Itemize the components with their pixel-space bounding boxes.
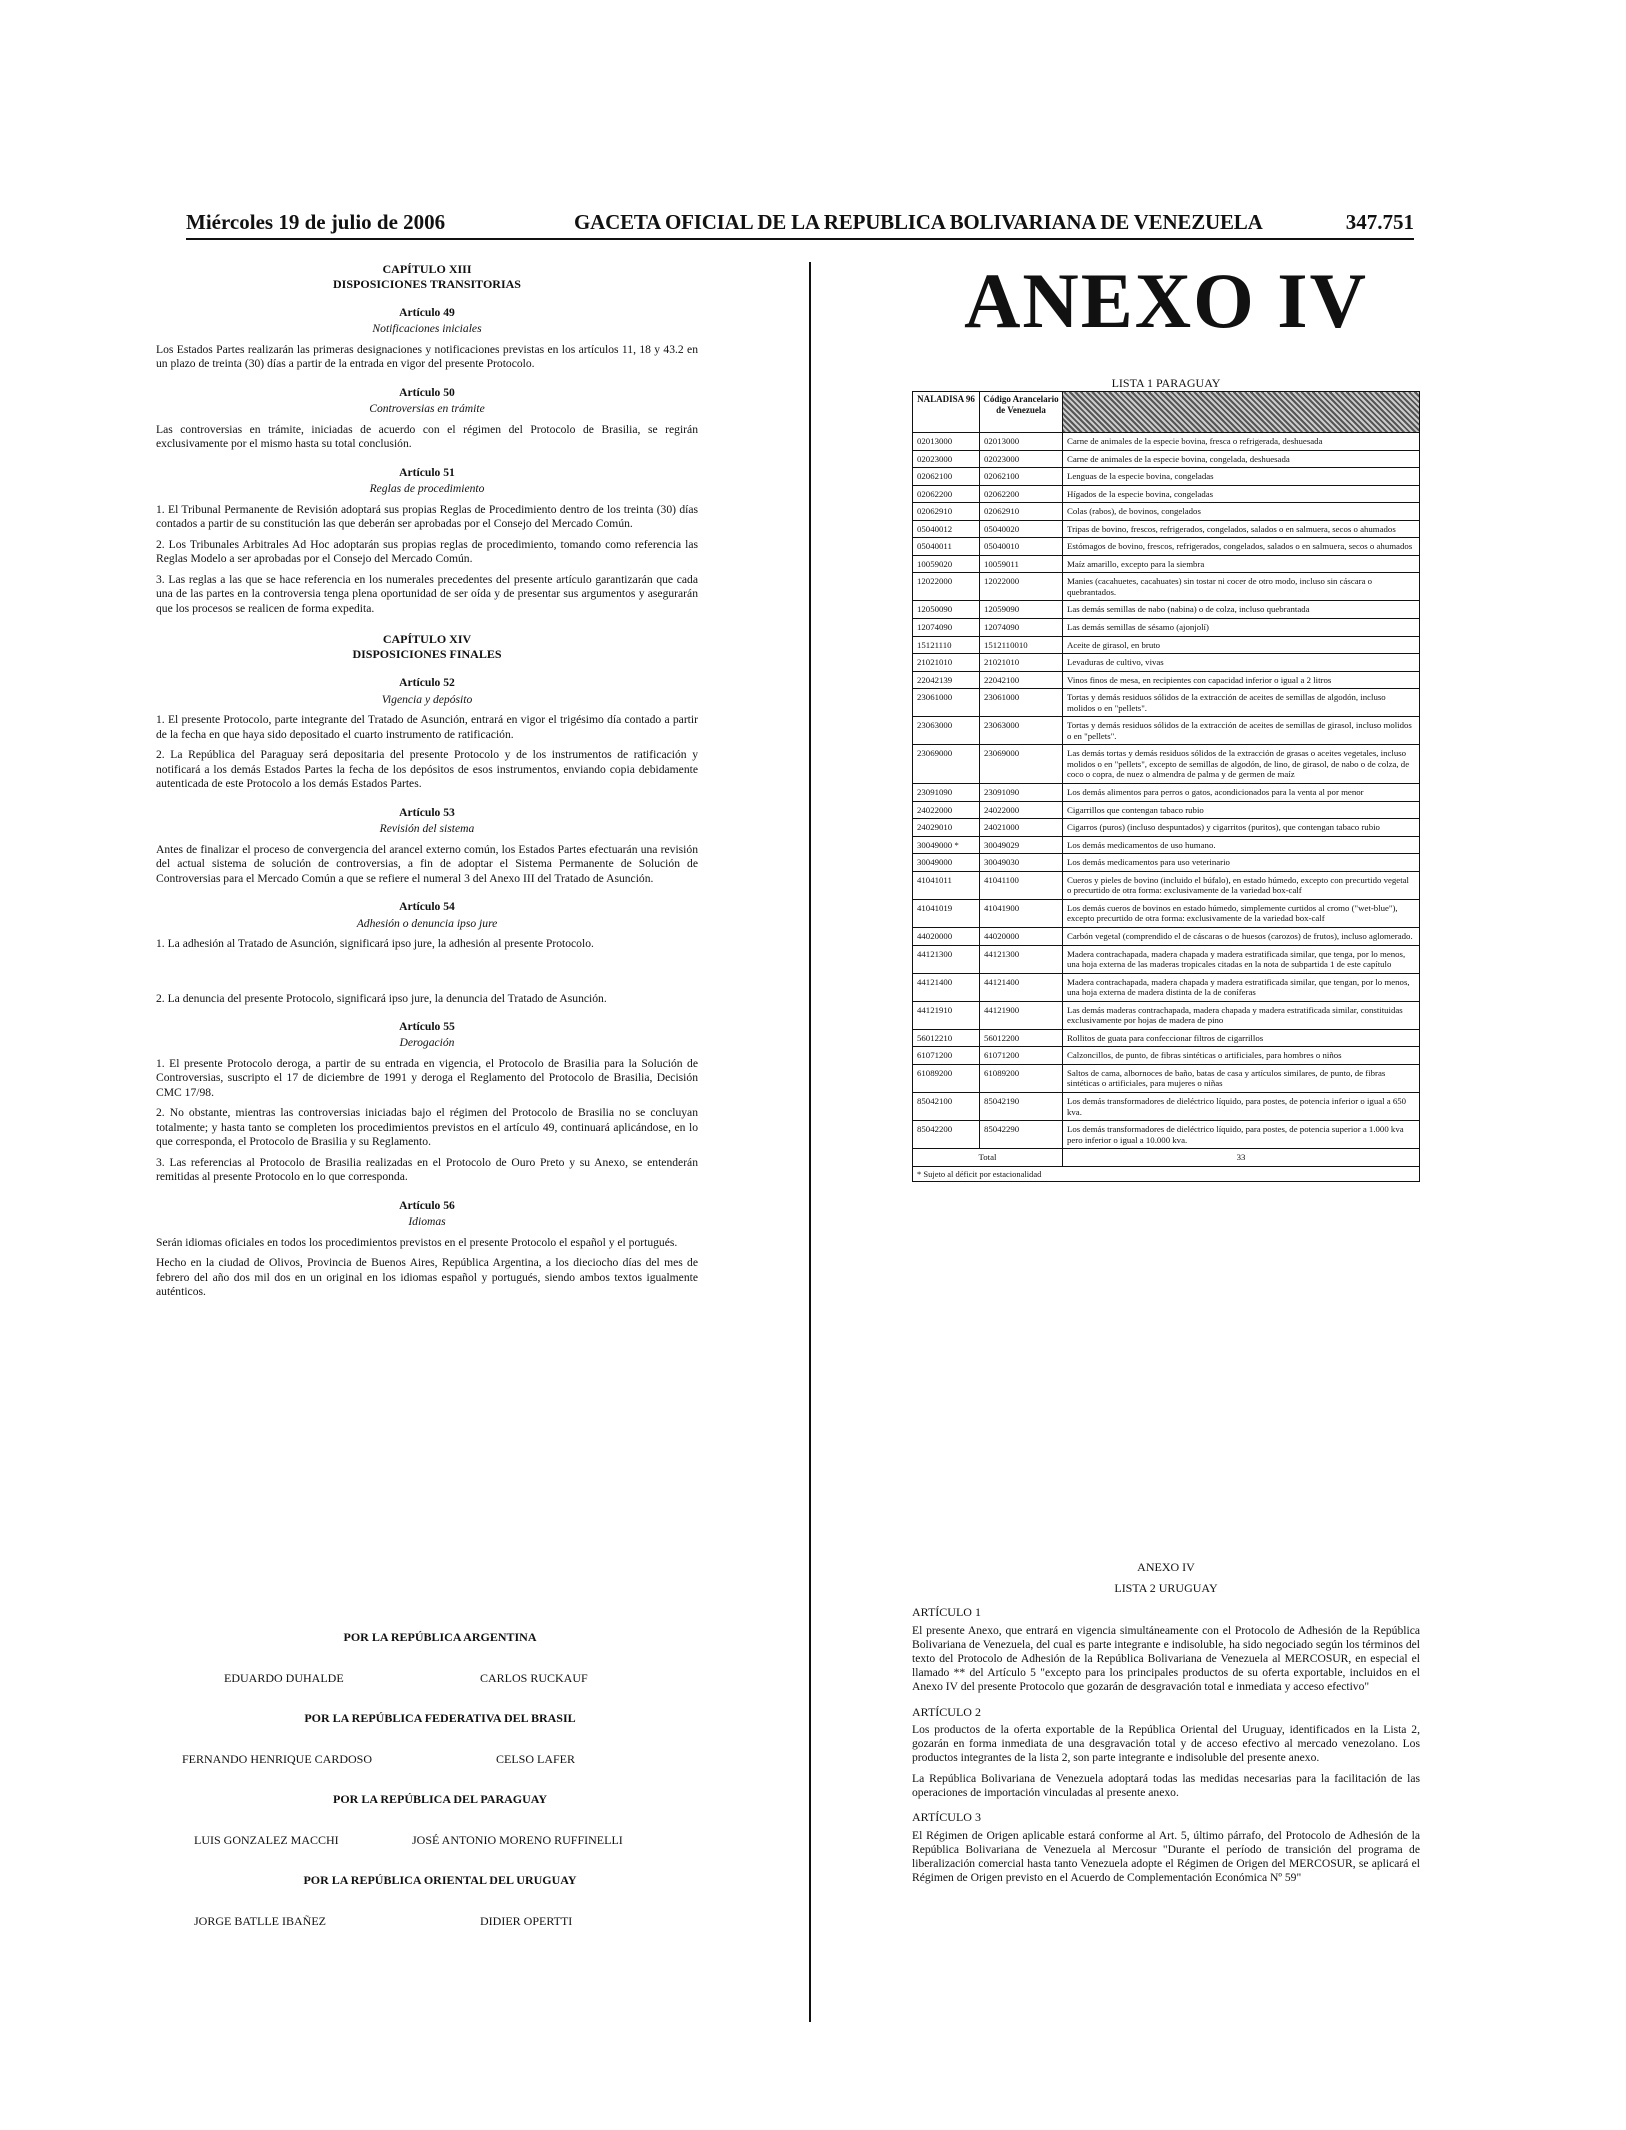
article-56-text-2: Hecho en la ciudad de Olivos, Provincia de Buenos Aires, República Argentina, a los dieciocho días del mes de febrero del año dos mil dos en un original en los idiomas español y portugués, siendo ambos textos igualmente auténticos. xyxy=(156,1256,698,1299)
table-row xyxy=(913,485,1420,503)
product-description: Hígados de la especie bovina, congeladas xyxy=(1063,485,1420,503)
article-50-title: Artículo 50 xyxy=(399,385,455,399)
col-header-codigo: Código Arancelario de Venezuela xyxy=(980,392,1063,433)
venezuela-code: 56012200 xyxy=(980,1029,1063,1047)
naladisa-code: 44020000 xyxy=(913,927,980,945)
product-description: Cigarrillos que contengan tabaco rubio xyxy=(1063,801,1420,819)
signature-block xyxy=(150,1630,710,1932)
article-54-subtitle: Adhesión o denuncia ipso jure xyxy=(356,916,498,930)
article-49-title: Artículo 49 xyxy=(399,306,455,319)
venezuela-code: 44121400 xyxy=(980,973,1063,1001)
article-55-text-1: 1. El presente Protocolo deroga, a partir de su entrada en vigencia, el Protocolo de Brasilia para la Solución de Controversias, suscripto el 17 de diciembre de 1991 y deroga el Reglamento del Protocolo de Brasilia, Decisión CMC 17/98. xyxy=(156,1056,698,1099)
table-footnote: * Sujeto al déficit por estacionalidad xyxy=(912,1167,1420,1182)
table-row xyxy=(913,619,1420,637)
col-header-naladisa: NALADISA 96 xyxy=(913,392,980,433)
article-54-text-1: 1. La adhesión al Tratado de Asunción, significará ipso jure, la adhesión al presente Protocolo. xyxy=(156,937,594,951)
venezuela-code: 85042290 xyxy=(980,1121,1063,1149)
product-description: Tortas y demás residuos sólidos de la extracción de aceites de semillas de girasol, incluso molidos o en "pellets". xyxy=(1063,717,1420,745)
product-description: Cigarros (puros) (incluso despuntados) y cigarritos (puritos), que contengan tabaco rubio xyxy=(1063,819,1420,837)
product-description: Carne de animales de la especie bovina, congelada, deshuesada xyxy=(1063,450,1420,468)
article-52-title: Artículo 52 xyxy=(399,676,455,690)
product-description: Aceite de girasol, en bruto xyxy=(1063,636,1420,654)
chapter-14-subtitle: DISPOSICIONES FINALES xyxy=(352,647,502,662)
header-rule xyxy=(186,238,1414,240)
venezuela-code: 10059011 xyxy=(980,555,1063,573)
header-page-number: 347.751 xyxy=(1345,210,1414,234)
venezuela-code: 05040020 xyxy=(980,520,1063,538)
product-description: Los demás cueros de bovinos en estado húmedo, simplemente curtidos al cromo ("wet-blue"), excepto precurtido de otra forma: exclusivamente de la variedad box-calf xyxy=(1063,899,1420,927)
table-row xyxy=(913,1121,1420,1149)
naladisa-code: 85042200 xyxy=(913,1121,980,1149)
table-row xyxy=(913,520,1420,538)
product-description: Los demás medicamentos para uso veterinario xyxy=(1063,854,1420,872)
naladisa-code: 23063000 xyxy=(913,717,980,745)
table-body xyxy=(913,433,1420,1149)
product-description: Colas (rabos), de bovinos, congelados xyxy=(1063,503,1420,521)
venezuela-code: 41041900 xyxy=(980,899,1063,927)
product-description: Las demás semillas de sésamo (ajonjolí) xyxy=(1063,619,1420,637)
article-53-subtitle: Revisión del sistema xyxy=(379,822,475,836)
product-description: Los demás transformadores de dieléctrico líquido, para postes, de potencia superior a 1.000 kva pero inferior o igual a 10.000 kva. xyxy=(1063,1121,1420,1149)
venezuela-code: 12059090 xyxy=(980,601,1063,619)
naladisa-code: 02023000 xyxy=(913,450,980,468)
article-56-text-1: Serán idiomas oficiales en todos los procedimientos previstos en el presente Protocolo el español y el portugués. xyxy=(156,1235,678,1249)
article-50-subtitle: Controversias en trámite xyxy=(369,402,485,416)
anexo-2-subtitle: LISTA 2 URUGUAY xyxy=(1114,1580,1218,1595)
naladisa-code: 12050090 xyxy=(913,601,980,619)
table-row xyxy=(913,689,1420,717)
article-49-subtitle: Notificaciones iniciales xyxy=(372,322,482,336)
table-row xyxy=(913,871,1420,899)
venezuela-code: 23061000 xyxy=(980,689,1063,717)
article-56-title: Artículo 56 xyxy=(399,1198,455,1212)
table-row xyxy=(913,1001,1420,1029)
signature-group-uruguay: POR LA REPÚBLICA ORIENTAL DEL URUGUAY xyxy=(303,1873,577,1887)
article-54-text-2: 2. La denuncia del presente Protocolo, significará ipso jure, la denuncia del Tratado de Asunción. xyxy=(156,991,607,1005)
anexo-article-2-head: ARTÍCULO 2 xyxy=(912,1704,981,1719)
article-53-title: Artículo 53 xyxy=(399,805,455,819)
table-row xyxy=(913,1064,1420,1092)
anexo-article-1-text: El presente Anexo, que entrará en vigencia simultáneamente con el Protocolo de Adhesión de la República Bolivariana de Venezuela, del cual es parte integrante e indisoluble, ha sido negociado según los términos del texto del Protocolo de Adhesión de la República Bolivariana de Venezuela al MERCOSUR, en especial el llamado ** del Artículo 5 "excepto para los principales productos de su oferta exportable, incluidos en el Anexo IV del presente Protocolo que gozarán de desgravación total e inmediata y acceso efectivo" xyxy=(912,1623,1420,1694)
table-total-row xyxy=(913,1149,1420,1167)
naladisa-code: 56012210 xyxy=(913,1029,980,1047)
product-description: Rollitos de guata para confeccionar filtros de cigarrillos xyxy=(1063,1029,1420,1047)
naladisa-code: 24022000 xyxy=(913,801,980,819)
naladisa-code: 41041011 xyxy=(913,871,980,899)
chapter-13-subtitle: DISPOSICIONES TRANSITORIAS xyxy=(333,277,521,291)
naladisa-code: 23091090 xyxy=(913,784,980,802)
table-row xyxy=(913,717,1420,745)
venezuela-code: 22042100 xyxy=(980,671,1063,689)
table-row xyxy=(913,654,1420,672)
table-row xyxy=(913,671,1420,689)
signature-group-argentina: POR LA REPÚBLICA ARGENTINA xyxy=(343,1630,537,1644)
venezuela-code: 02062910 xyxy=(980,503,1063,521)
product-description: Manies (cacahuetes, cacahuates) sin tostar ni cocer de otro modo, incluso sin cáscara o quebrantados. xyxy=(1063,573,1420,601)
page-header xyxy=(186,206,1414,240)
venezuela-code: 30049029 xyxy=(980,836,1063,854)
article-49-text: Los Estados Partes realizarán las primeras designaciones y notificaciones previstas en los artículos 11, 18 y 43.2 en un plazo de treinta (30) días a partir de la entrada en vigor del presente Protocolo. xyxy=(156,342,698,371)
table-row xyxy=(913,784,1420,802)
anexo-article-1-head: ARTÍCULO 1 xyxy=(912,1605,981,1620)
product-description: Madera contrachapada, madera chapada y madera estratificada similar, que tengan, por lo menos, una hoja externa de madera distinta de la de coníferas xyxy=(1063,973,1420,1001)
venezuela-code: 44020000 xyxy=(980,927,1063,945)
signatory-name: CARLOS RUCKAUF xyxy=(480,1671,588,1685)
signatory-name: JORGE BATLLE IBAÑEZ xyxy=(194,1914,326,1928)
product-description: Vinos finos de mesa, en recipientes con capacidad inferior o igual a 2 litros xyxy=(1063,671,1420,689)
article-51-title: Artículo 51 xyxy=(399,465,455,479)
venezuela-code: 02013000 xyxy=(980,433,1063,451)
article-52-subtitle: Vigencia y depósito xyxy=(381,692,473,706)
article-53-text: Antes de finalizar el proceso de convergencia del arancel externo común, los Estados Partes efectuarán una revisión del actual sistema de solución de controversias, a fin de adoptar el Sistema Permanente de Solución de Controversias para el Mercado Común a que se refiere el numeral 3 del Anexo III del Tratado de Asunción. xyxy=(156,842,698,885)
venezuela-code: 23069000 xyxy=(980,745,1063,784)
product-description: Las demás semillas de nabo (nabina) o de colza, incluso quebrantada xyxy=(1063,601,1420,619)
lista-1-table xyxy=(912,391,1420,1167)
table-row xyxy=(913,636,1420,654)
naladisa-code: 85042100 xyxy=(913,1092,980,1120)
table-row xyxy=(913,433,1420,451)
signatory-name: DIDIER OPERTTI xyxy=(480,1914,573,1928)
lista-1-title: LISTA 1 PARAGUAY xyxy=(1111,376,1221,390)
anexo-article-3-head: ARTÍCULO 3 xyxy=(912,1809,981,1824)
table-row xyxy=(913,819,1420,837)
left-column xyxy=(156,262,698,1306)
product-description: Tripas de bovino, frescos, refrigerados, congelados, salados o en salmuera, secos o ahumados xyxy=(1063,520,1420,538)
signature-group-brasil: POR LA REPÚBLICA FEDERATIVA DEL BRASIL xyxy=(304,1711,576,1725)
naladisa-code: 41041019 xyxy=(913,899,980,927)
product-description: Los demás medicamentos de uso humano. xyxy=(1063,836,1420,854)
col-header-description-redacted xyxy=(1063,392,1420,433)
naladisa-code: 21021010 xyxy=(913,654,980,672)
naladisa-code: 30049000 xyxy=(913,854,980,872)
signatory-name: CELSO LAFER xyxy=(496,1752,576,1766)
venezuela-code: 02023000 xyxy=(980,450,1063,468)
venezuela-code: 12022000 xyxy=(980,573,1063,601)
article-52-text-1: 1. El presente Protocolo, parte integrante del Tratado de Asunción, entrará en vigor el trigésimo día contado a partir de la fecha en que haya sido depositado el cuarto instrumento de ratificación. xyxy=(156,713,698,741)
total-value: 33 xyxy=(1063,1149,1420,1167)
venezuela-code: 61071200 xyxy=(980,1047,1063,1065)
naladisa-code: 05040011 xyxy=(913,538,980,556)
product-description: Las demás maderas contrachapada, madera chapada y madera estratificada similar, constituidas exclusivamente por hojas de madera de pino xyxy=(1063,1001,1420,1029)
naladisa-code: 44121400 xyxy=(913,973,980,1001)
product-description: Saltos de cama, albornoces de baño, batas de casa y artículos similares, de punto, de fibras sintéticas o artificiales, para mujeres o niñas xyxy=(1063,1064,1420,1092)
table-row xyxy=(913,468,1420,486)
table-row xyxy=(913,503,1420,521)
article-56-subtitle: Idiomas xyxy=(408,1215,446,1229)
venezuela-code: 24021000 xyxy=(980,819,1063,837)
naladisa-code: 23061000 xyxy=(913,689,980,717)
signatory-name: JOSÉ ANTONIO MORENO RUFFINELLI xyxy=(412,1833,623,1847)
anexo-2-title: ANEXO IV xyxy=(1137,1560,1195,1574)
article-55-text-3: 3. Las referencias al Protocolo de Brasilia realizadas en el Protocolo de Ouro Preto y su Anexo, se entenderán remitidas al presente Protocolo en lo que corresponda. xyxy=(156,1155,698,1184)
table-row xyxy=(913,745,1420,784)
venezuela-code: 02062100 xyxy=(980,468,1063,486)
table-row xyxy=(913,854,1420,872)
venezuela-code: 44121900 xyxy=(980,1001,1063,1029)
venezuela-code: 24022000 xyxy=(980,801,1063,819)
article-55-title: Artículo 55 xyxy=(399,1019,455,1033)
signatory-name: FERNANDO HENRIQUE CARDOSO xyxy=(182,1752,373,1766)
total-label: Total xyxy=(913,1149,1063,1167)
article-55-text-2: 2. No obstante, mientras las controversias iniciadas bajo el régimen del Protocolo de Brasilia no se concluyan totalmente; y hasta tanto se completen los procedimientos previstos en el artículo 49, continuará aplicándose, en lo que corresponda, el Protocolo de Brasilia y su Reglamento. xyxy=(156,1106,698,1149)
product-description: Tortas y demás residuos sólidos de la extracción de aceites de semillas de algodón, incluso molidos o en "pellets". xyxy=(1063,689,1420,717)
article-55-subtitle: Derogación xyxy=(399,1036,455,1050)
article-54-title: Artículo 54 xyxy=(399,900,455,914)
naladisa-code: 02062100 xyxy=(913,468,980,486)
article-51-subtitle: Reglas de procedimiento xyxy=(369,482,485,496)
venezuela-code: 02062200 xyxy=(980,485,1063,503)
venezuela-code: 05040010 xyxy=(980,538,1063,556)
naladisa-code: 15121110 xyxy=(913,636,980,654)
table-row xyxy=(913,927,1420,945)
naladisa-code: 22042139 xyxy=(913,671,980,689)
product-description: Calzoncillos, de punto, de fibras sintéticas o artificiales, para hombres o niños xyxy=(1063,1047,1420,1065)
table-row xyxy=(913,836,1420,854)
venezuela-code: 44121300 xyxy=(980,945,1063,973)
signature-group-paraguay: POR LA REPÚBLICA DEL PARAGUAY xyxy=(332,1792,548,1806)
naladisa-code: 02062910 xyxy=(913,503,980,521)
product-description: Levaduras de cultivo, vivas xyxy=(1063,654,1420,672)
table-row xyxy=(913,555,1420,573)
naladisa-code: 10059020 xyxy=(913,555,980,573)
signatory-name: EDUARDO DUHALDE xyxy=(224,1671,344,1685)
table-row xyxy=(913,1092,1420,1120)
product-description: Cueros y pieles de bovino (incluido el búfalo), en estado húmedo, excepto con precurtido vegetal o precurtido de otra forma: exclusivamente de la variedad box-calf xyxy=(1063,871,1420,899)
venezuela-code: 21021010 xyxy=(980,654,1063,672)
product-description: Madera contrachapada, madera chapada y madera estratificada similar, que tenga, por lo menos, una hoja externa de las maderas tropicales citadas en la nota de subpartida 1 de este capítulo xyxy=(1063,945,1420,973)
chapter-13-title: CAPÍTULO XIII xyxy=(382,262,472,276)
naladisa-code: 24029010 xyxy=(913,819,980,837)
right-column xyxy=(912,257,1420,1182)
naladisa-code: 05040012 xyxy=(913,520,980,538)
table-row xyxy=(913,1047,1420,1065)
venezuela-code: 41041100 xyxy=(980,871,1063,899)
product-description: Los demás alimentos para perros o gatos, acondicionados para la venta al por menor xyxy=(1063,784,1420,802)
article-51-text-3: 3. Las reglas a las que se hace referencia en los numerales precedentes del presente artículo garantizarán que cada una de las partes en la controversia tenga plena oportunidad de ser oída y de presentar sus argumentos y asegurarán que los procesos se realicen de forma expedita. xyxy=(156,572,698,615)
naladisa-code: 30049000 * xyxy=(913,836,980,854)
naladisa-code: 44121300 xyxy=(913,945,980,973)
product-description: Carbón vegetal (comprendido el de cáscaras o de huesos (carozos) de frutos), incluso aglomerado. xyxy=(1063,927,1420,945)
product-description: Las demás tortas y demás residuos sólidos de la extracción de grasas o aceites vegetales, incluso molidos o en "pellets", excepto de semillas de algodón, de lino, de girasol, de nabo o de colza, de coco o copra, de nuez o almendra de palma y de germen de maíz xyxy=(1063,745,1420,784)
product-description: Carne de animales de la especie bovina, fresca o refrigerada, deshuesada xyxy=(1063,433,1420,451)
column-divider xyxy=(809,262,811,2022)
table-row xyxy=(913,945,1420,973)
table-row xyxy=(913,899,1420,927)
naladisa-code: 61089200 xyxy=(913,1064,980,1092)
naladisa-code: 02013000 xyxy=(913,433,980,451)
naladisa-code: 23069000 xyxy=(913,745,980,784)
anexo-iv-heading: ANEXO IV xyxy=(964,257,1368,344)
table-row xyxy=(913,601,1420,619)
table-row xyxy=(913,573,1420,601)
anexo-article-3-text: El Régimen de Origen aplicable estará conforme al Art. 5, último párrafo, del Protocolo de Adhesión de la República Bolivariana de Venezuela al Mercosur "Durante el período de transición del programa de liberalización comercial hasta tanto Venezuela adopte el Régimen de Origen del MERCOSUR, se aplicará el Régimen de Origen previsto en el Acuerdo de Complementación Económica Nº 59" xyxy=(912,1828,1420,1884)
table-row xyxy=(913,973,1420,1001)
article-52-text-2: 2. La República del Paraguay será depositaria del presente Protocolo y de los instrumentos de ratificación y notificará a los demás Estados Partes la fecha de los depósitos de esos instrumentos, enviando copia debidamente autenticada de este Protocolo a los demás Estados Partes. xyxy=(156,748,698,791)
venezuela-code: 23063000 xyxy=(980,717,1063,745)
venezuela-code: 12074090 xyxy=(980,619,1063,637)
product-description: Los demás transformadores de dieléctrico líquido, para postes, de potencia inferior o igual a 650 kva. xyxy=(1063,1092,1420,1120)
product-description: Lenguas de la especie bovina, congeladas xyxy=(1063,468,1420,486)
venezuela-code: 23091090 xyxy=(980,784,1063,802)
venezuela-code: 30049030 xyxy=(980,854,1063,872)
naladisa-code: 44121910 xyxy=(913,1001,980,1029)
anexo-lista-2 xyxy=(912,1560,1420,1891)
article-50-text: Las controversias en trámite, iniciadas de acuerdo con el régimen del Protocolo de Brasilia, se regirán exclusivamente por el mismo hasta su total conclusión. xyxy=(156,422,698,451)
naladisa-code: 02062200 xyxy=(913,485,980,503)
venezuela-code: 85042190 xyxy=(980,1092,1063,1120)
naladisa-code: 12022000 xyxy=(913,573,980,601)
article-51-text-1: 1. El Tribunal Permanente de Revisión adoptará sus propias Reglas de Procedimiento dentro de los treinta (30) días contados a partir de su constitución las que deberán ser aprobadas por el Consejo del Mercado Común. xyxy=(156,502,698,531)
table-row xyxy=(913,1029,1420,1047)
table-row xyxy=(913,450,1420,468)
table-row xyxy=(913,801,1420,819)
product-description: Estómagos de bovino, frescos, refrigerados, congelados, salados o en salmuera, secos o ahumados xyxy=(1063,538,1420,556)
anexo-article-2-text-2: La República Bolivariana de Venezuela adoptará todas las medidas necesarias para la facilitación de las operaciones de importación vinculadas al presente anexo. xyxy=(912,1771,1420,1799)
anexo-article-2-text-1: Los productos de la oferta exportable de la República Oriental del Uruguay, identificados en la Lista 2, gozarán en forma inmediata de una desgravación total y de acceso efectivo al mercado venezolano. Los productos integrantes de la lista 2, son parte integrante e indisoluble del presente anexo. xyxy=(912,1723,1420,1765)
naladisa-code: 12074090 xyxy=(913,619,980,637)
header-date: Miércoles 19 de julio de 2006 xyxy=(186,210,446,234)
article-51-text-2: 2. Los Tribunales Arbitrales Ad Hoc adoptarán sus propias reglas de procedimiento, tomando como referencia las Reglas Modelo a ser aprobadas por el Consejo del Mercado Común. xyxy=(156,537,698,566)
venezuela-code: 61089200 xyxy=(980,1064,1063,1092)
naladisa-code: 61071200 xyxy=(913,1047,980,1065)
chapter-14-title: CAPÍTULO XIV xyxy=(382,632,472,647)
signatory-name: LUIS GONZALEZ MACCHI xyxy=(194,1833,339,1847)
table-row xyxy=(913,538,1420,556)
venezuela-code: 1512110010 xyxy=(980,636,1063,654)
product-description: Maíz amarillo, excepto para la siembra xyxy=(1063,555,1420,573)
header-gazette-title: GACETA OFICIAL DE LA REPUBLICA BOLIVARIANA DE VENEZUELA xyxy=(574,210,1263,234)
